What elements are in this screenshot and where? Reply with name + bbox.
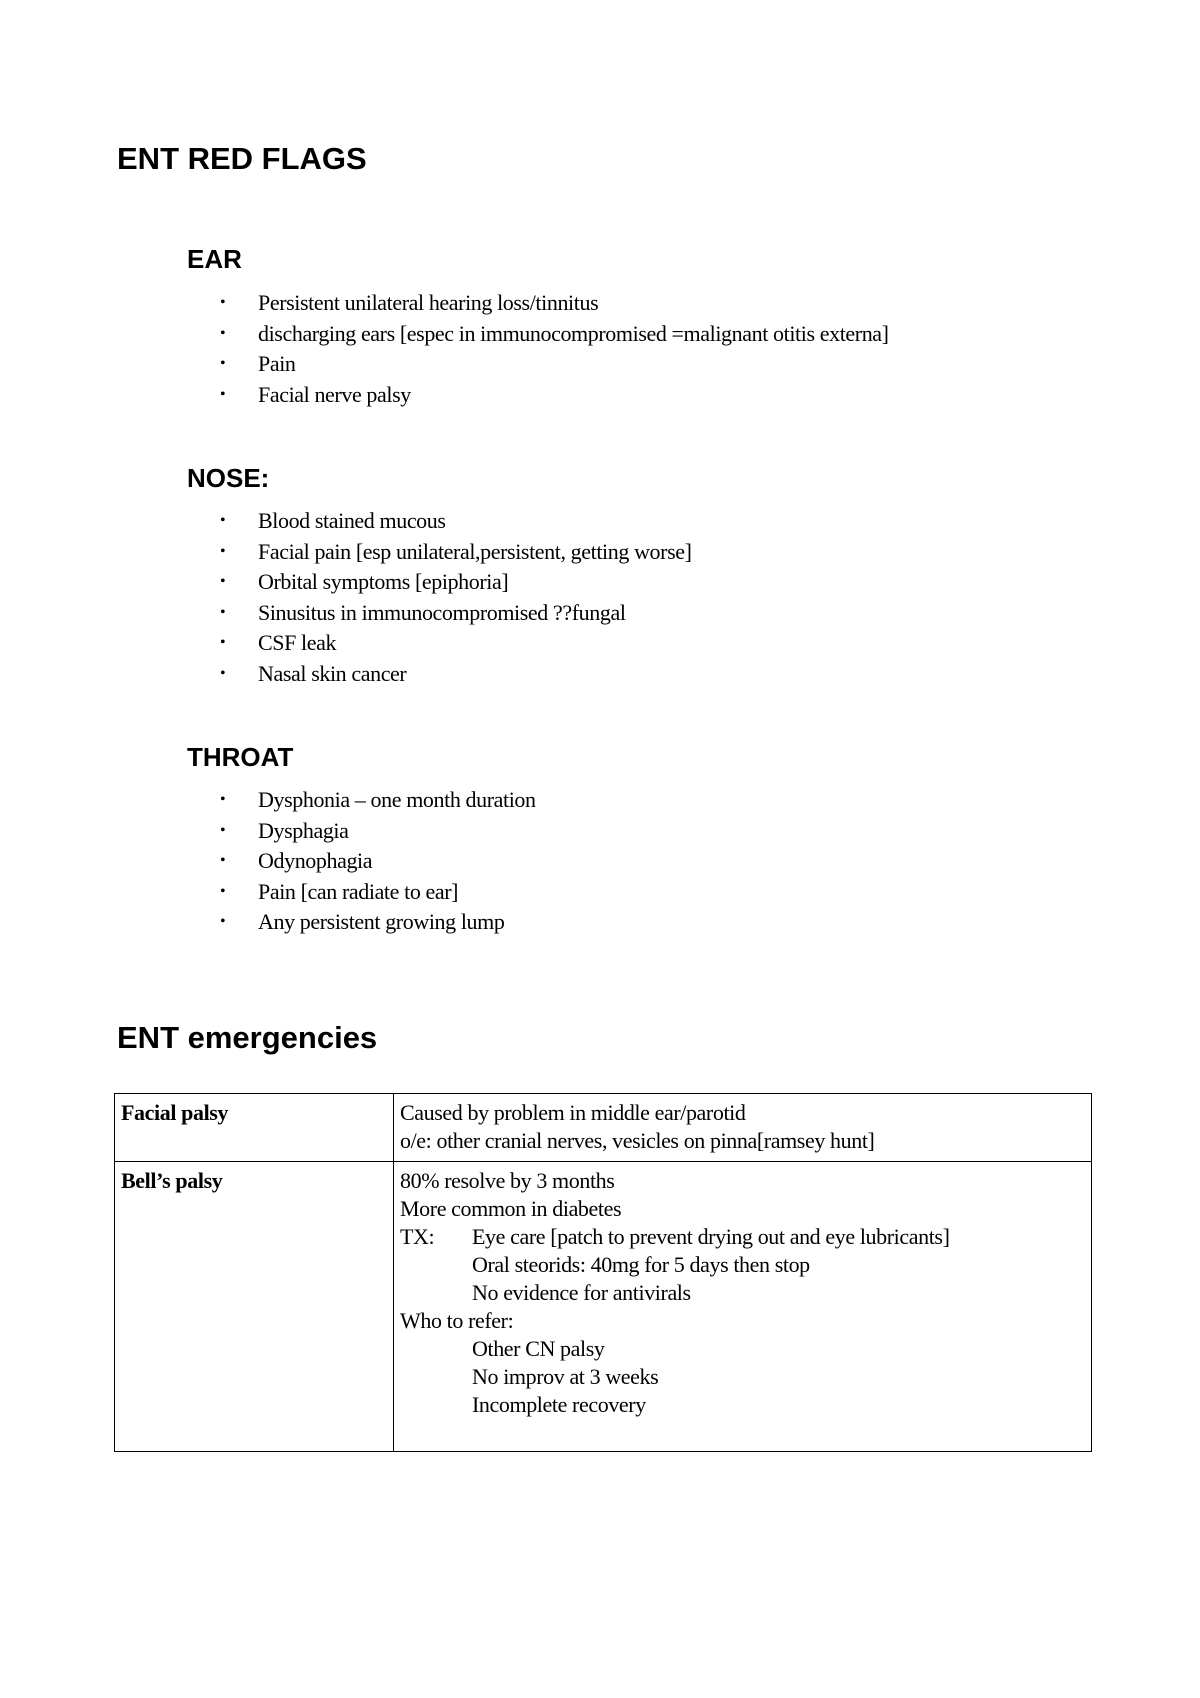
treatment-label: TX: bbox=[400, 1224, 435, 1249]
list-item: • Dysphagia bbox=[0, 816, 536, 847]
bullet-icon: • bbox=[220, 913, 226, 930]
section-heading-ear: EAR bbox=[187, 244, 242, 274]
list-item: • Odynophagia bbox=[0, 846, 536, 877]
refer-item: Incomplete recovery bbox=[472, 1392, 646, 1417]
list-item: • Sinusitus in immunocompromised ??fungal bbox=[0, 598, 692, 629]
details-cell bbox=[394, 1094, 1092, 1162]
emergencies-table bbox=[114, 1093, 1092, 1452]
bullet-icon: • bbox=[220, 542, 226, 560]
bullet-icon: • bbox=[220, 634, 226, 651]
list-item: • Persistent unilateral hearing loss/tinnitus bbox=[0, 288, 889, 319]
nose-list bbox=[0, 506, 692, 689]
term-cell: Facial palsy bbox=[115, 1094, 394, 1162]
list-item: • Any persistent growing lump bbox=[0, 907, 536, 938]
list-item: • Nasal skin cancer bbox=[0, 659, 692, 690]
details-cell bbox=[394, 1162, 1092, 1452]
refer-label: Who to refer: bbox=[400, 1308, 514, 1333]
list-item: • Pain [can radiate to ear] bbox=[0, 877, 536, 908]
refer-item: No improv at 3 weeks bbox=[472, 1364, 659, 1389]
list-item: • Pain bbox=[0, 349, 889, 380]
bullet-icon: • bbox=[220, 324, 226, 342]
detail-line: More common in diabetes bbox=[400, 1196, 622, 1221]
section-heading-nose: NOSE: bbox=[187, 463, 270, 493]
list-item: • Facial pain [esp unilateral,persistent, getting worse] bbox=[0, 537, 692, 568]
treatment-row bbox=[400, 1223, 1085, 1251]
table-row bbox=[115, 1094, 1092, 1162]
bullet-icon: • bbox=[220, 882, 226, 900]
bullet-icon: • bbox=[220, 603, 226, 621]
list-item: • Orbital symptoms [epiphoria] bbox=[0, 567, 692, 598]
bullet-icon: • bbox=[220, 821, 226, 839]
ear-list bbox=[0, 288, 889, 410]
bullet-icon: • bbox=[220, 664, 226, 682]
table-row bbox=[115, 1162, 1092, 1452]
emergencies-title: ENT emergencies bbox=[117, 1020, 378, 1055]
treatment-item: No evidence for antivirals bbox=[472, 1280, 691, 1305]
page-title: ENT RED FLAGS bbox=[117, 141, 367, 176]
bullet-icon: • bbox=[220, 512, 226, 529]
bullet-icon: • bbox=[220, 385, 226, 403]
throat-list bbox=[0, 785, 536, 938]
section-heading-throat: THROAT bbox=[187, 742, 294, 772]
detail-line: 80% resolve by 3 months bbox=[400, 1168, 615, 1193]
list-item: • Blood stained mucous bbox=[0, 506, 692, 537]
detail-line: Caused by problem in middle ear/parotid bbox=[400, 1100, 746, 1125]
detail-line: o/e: other cranial nerves, vesicles on pinna[ramsey hunt] bbox=[400, 1128, 875, 1153]
term-cell: Bell’s palsy bbox=[115, 1162, 394, 1452]
refer-item: Other CN palsy bbox=[472, 1336, 605, 1361]
list-item: • CSF leak bbox=[0, 628, 692, 659]
treatment-item: Oral steorids: 40mg for 5 days then stop bbox=[472, 1252, 810, 1277]
treatment-item: Eye care [patch to prevent drying out and eye lubricants] bbox=[472, 1224, 950, 1249]
bullet-icon: • bbox=[220, 294, 226, 311]
bullet-icon: • bbox=[220, 852, 226, 869]
bullet-icon: • bbox=[220, 791, 226, 808]
list-item: • Facial nerve palsy bbox=[0, 380, 889, 411]
bullet-icon: • bbox=[220, 573, 226, 590]
list-item: • discharging ears [espec in immunocompromised =malignant otitis externa] bbox=[0, 319, 889, 350]
bullet-icon: • bbox=[220, 355, 226, 372]
list-item: • Dysphonia – one month duration bbox=[0, 785, 536, 816]
